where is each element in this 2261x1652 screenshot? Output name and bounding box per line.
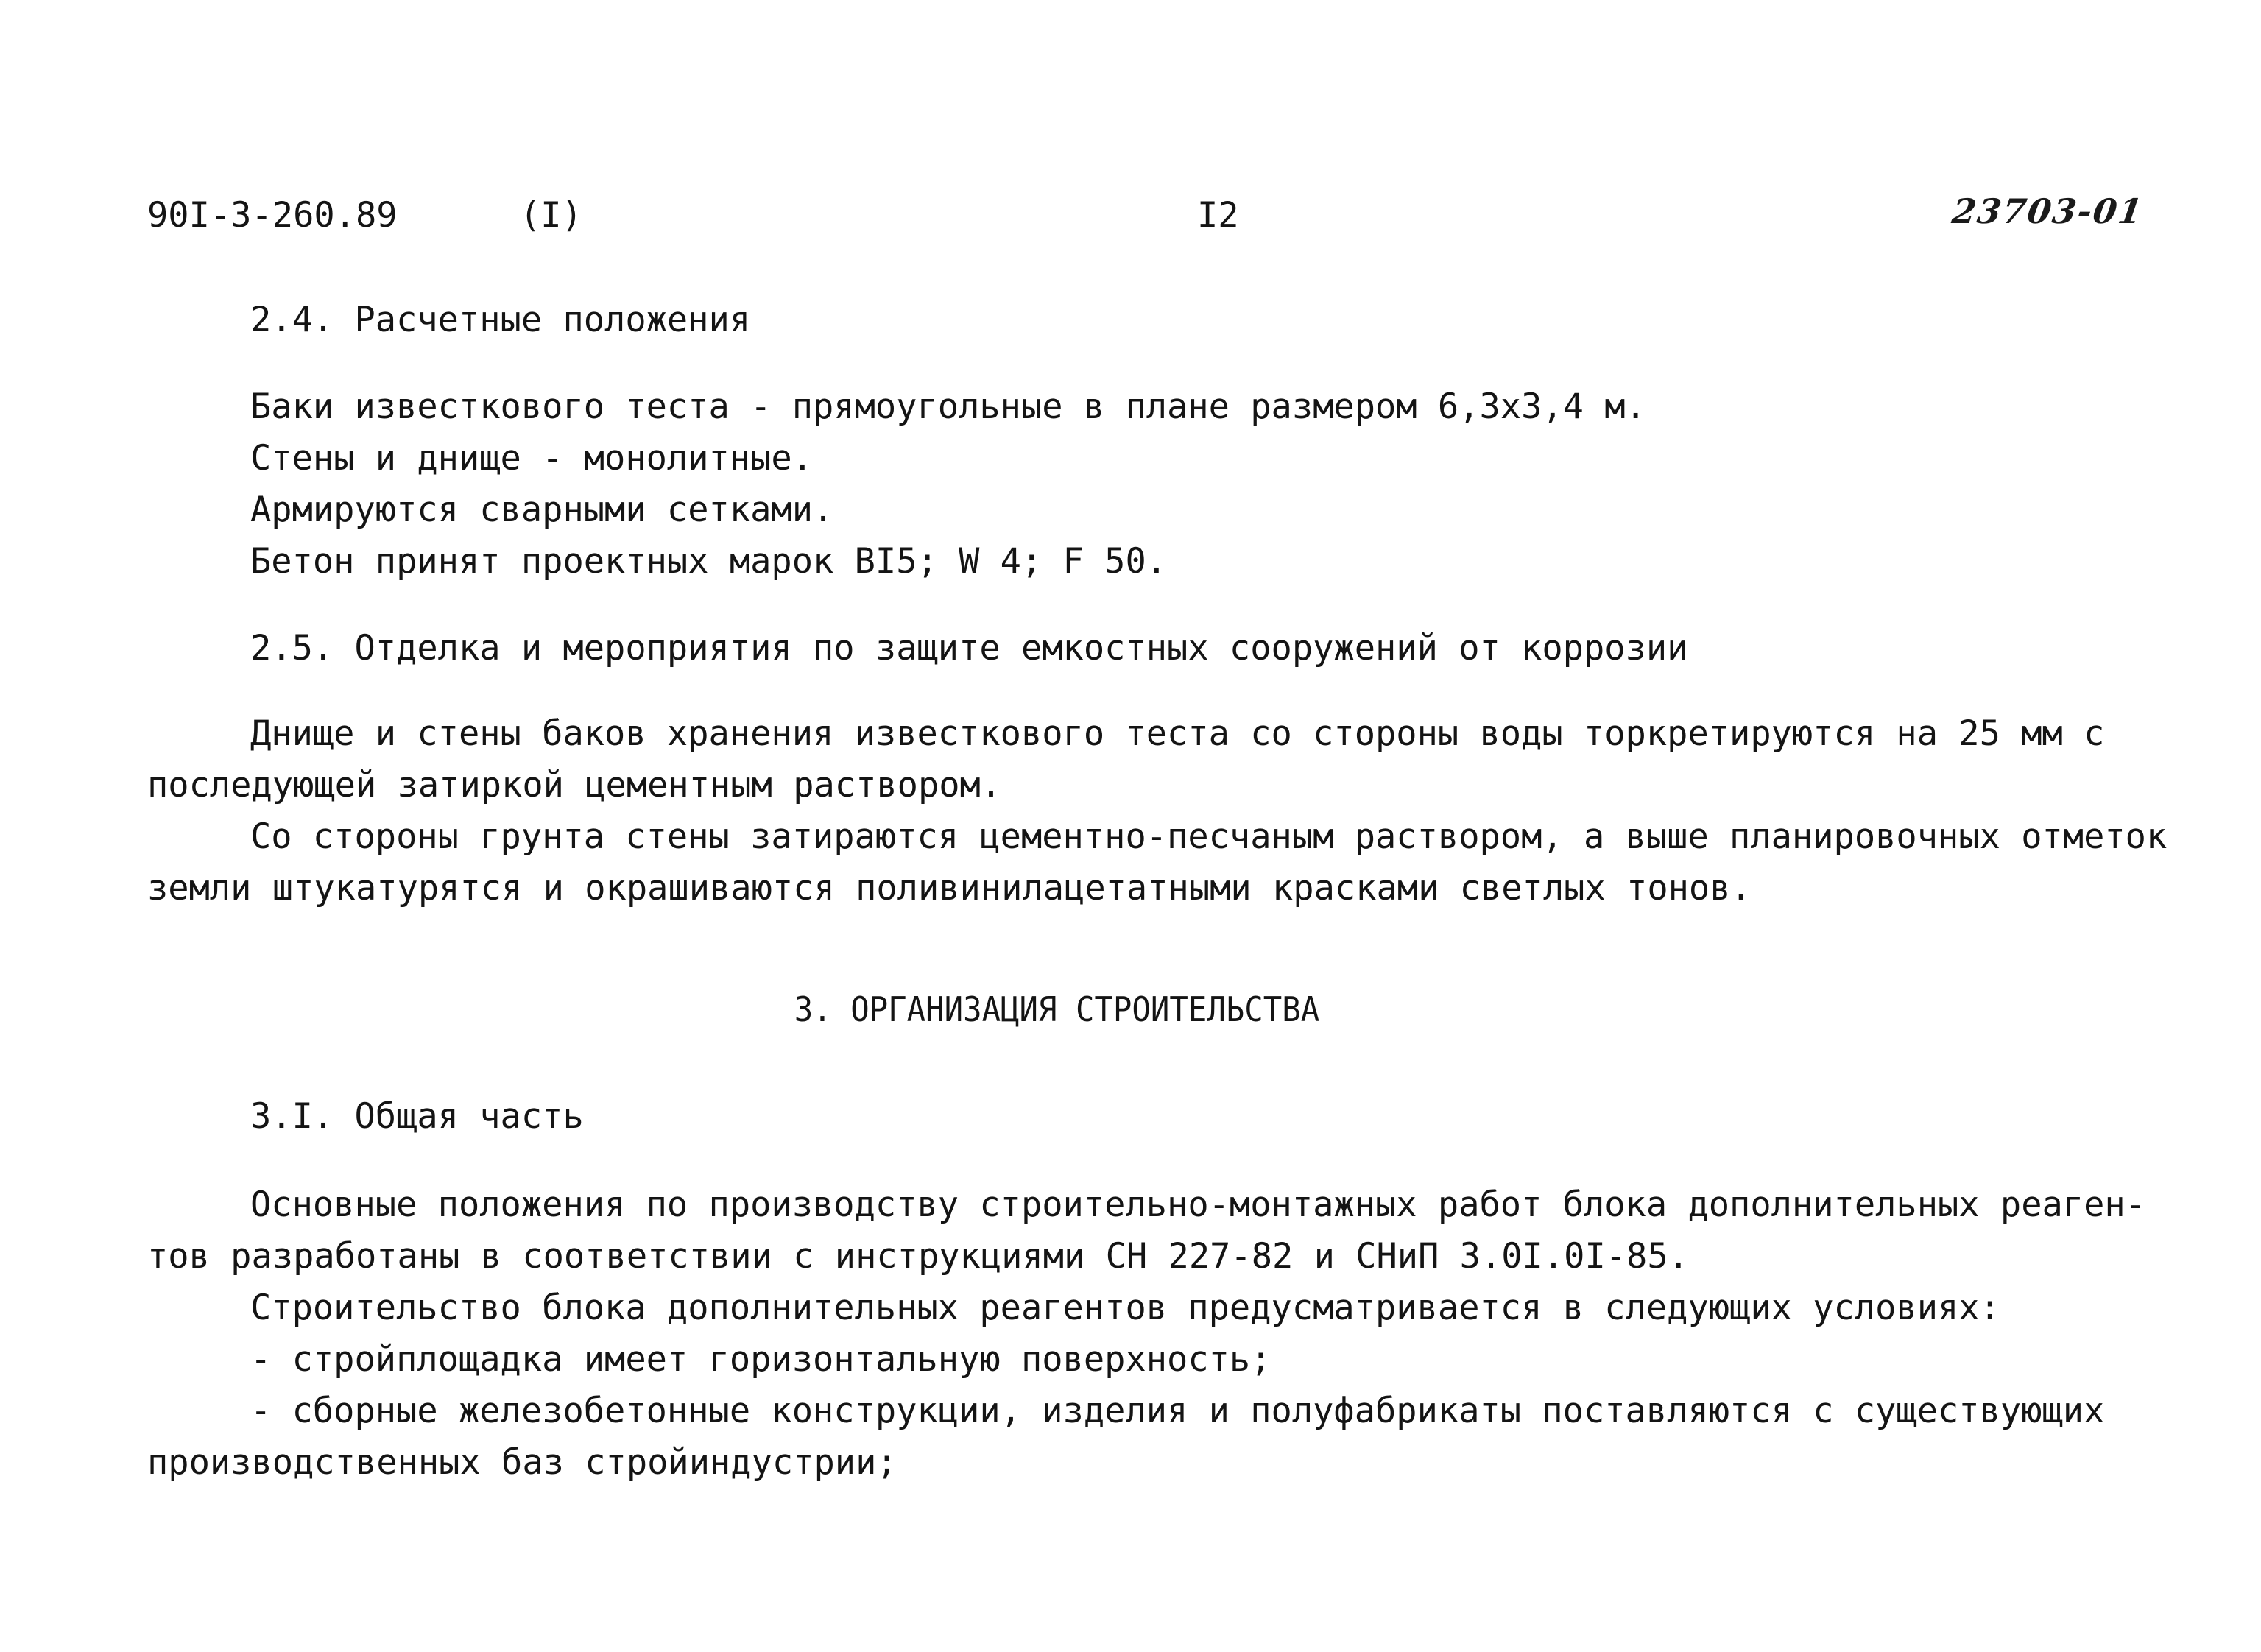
section-3-1-heading: 3.I. Общая часть <box>250 1096 584 1137</box>
section-3-line: Основные положения по производству строительно-монтажных работ блока дополнительных реаген- <box>250 1185 2146 1225</box>
section-3-line: тов разработаны в соответствии с инструкциями СН 227-82 и СНиП 3.0I.0I-85. <box>147 1236 1689 1277</box>
section-2-4-line: Бетон принят проектных марок ВI5; W 4; F 50. <box>250 541 1168 582</box>
sheet-number: (I) <box>520 195 582 236</box>
section-3-list-item: производственных баз стройиндустрии; <box>147 1442 897 1483</box>
page-number: I2 <box>1197 195 1239 236</box>
section-2-4-line: Армируются сварными сетками. <box>250 490 834 530</box>
section-2-5-line: земли штукатурятся и окрашиваются поливинилацетатными красками светлых тонов. <box>147 868 1752 908</box>
section-2-5-line: Днище и стены баков хранения известкового теста со стороны воды торкретируются на 25 мм с <box>250 713 2105 754</box>
section-3-line: Строительство блока дополнительных реагентов предусматривается в следующих условиях: <box>250 1288 2000 1328</box>
document-code: 90I-3-260.89 <box>147 195 398 236</box>
section-2-5-heading: 2.5. Отделка и мероприятия по защите емкостных сооружений от коррозии <box>250 628 1688 668</box>
section-2-4-line: Стены и днище - монолитные. <box>250 438 814 479</box>
section-2-4-heading: 2.4. Расчетные положения <box>250 300 751 340</box>
section-2-4-line: Баки известкового теста - прямоугольные в плане размером 6,3х3,4 м. <box>250 386 1646 427</box>
section-2-5-line: Со стороны грунта стены затираются цементно-песчаным раствором, а выше планировочных отметок <box>250 816 2167 857</box>
section-3-list-item: - сборные железобетонные конструкции, изделия и полуфабрикаты поставляются с существующих <box>250 1391 2105 1431</box>
section-3-title: 3. ОРГАНИЗАЦИЯ СТРОИТЕЛЬСТВА <box>794 989 1320 1029</box>
section-2-5-line: последующей затиркой цементным раствором. <box>147 765 1002 805</box>
section-3-list-item: - стройплощадка имеет горизонтальную поверхность; <box>250 1339 1271 1380</box>
handwritten-stamp-number: 23703-01 <box>1950 191 2146 231</box>
